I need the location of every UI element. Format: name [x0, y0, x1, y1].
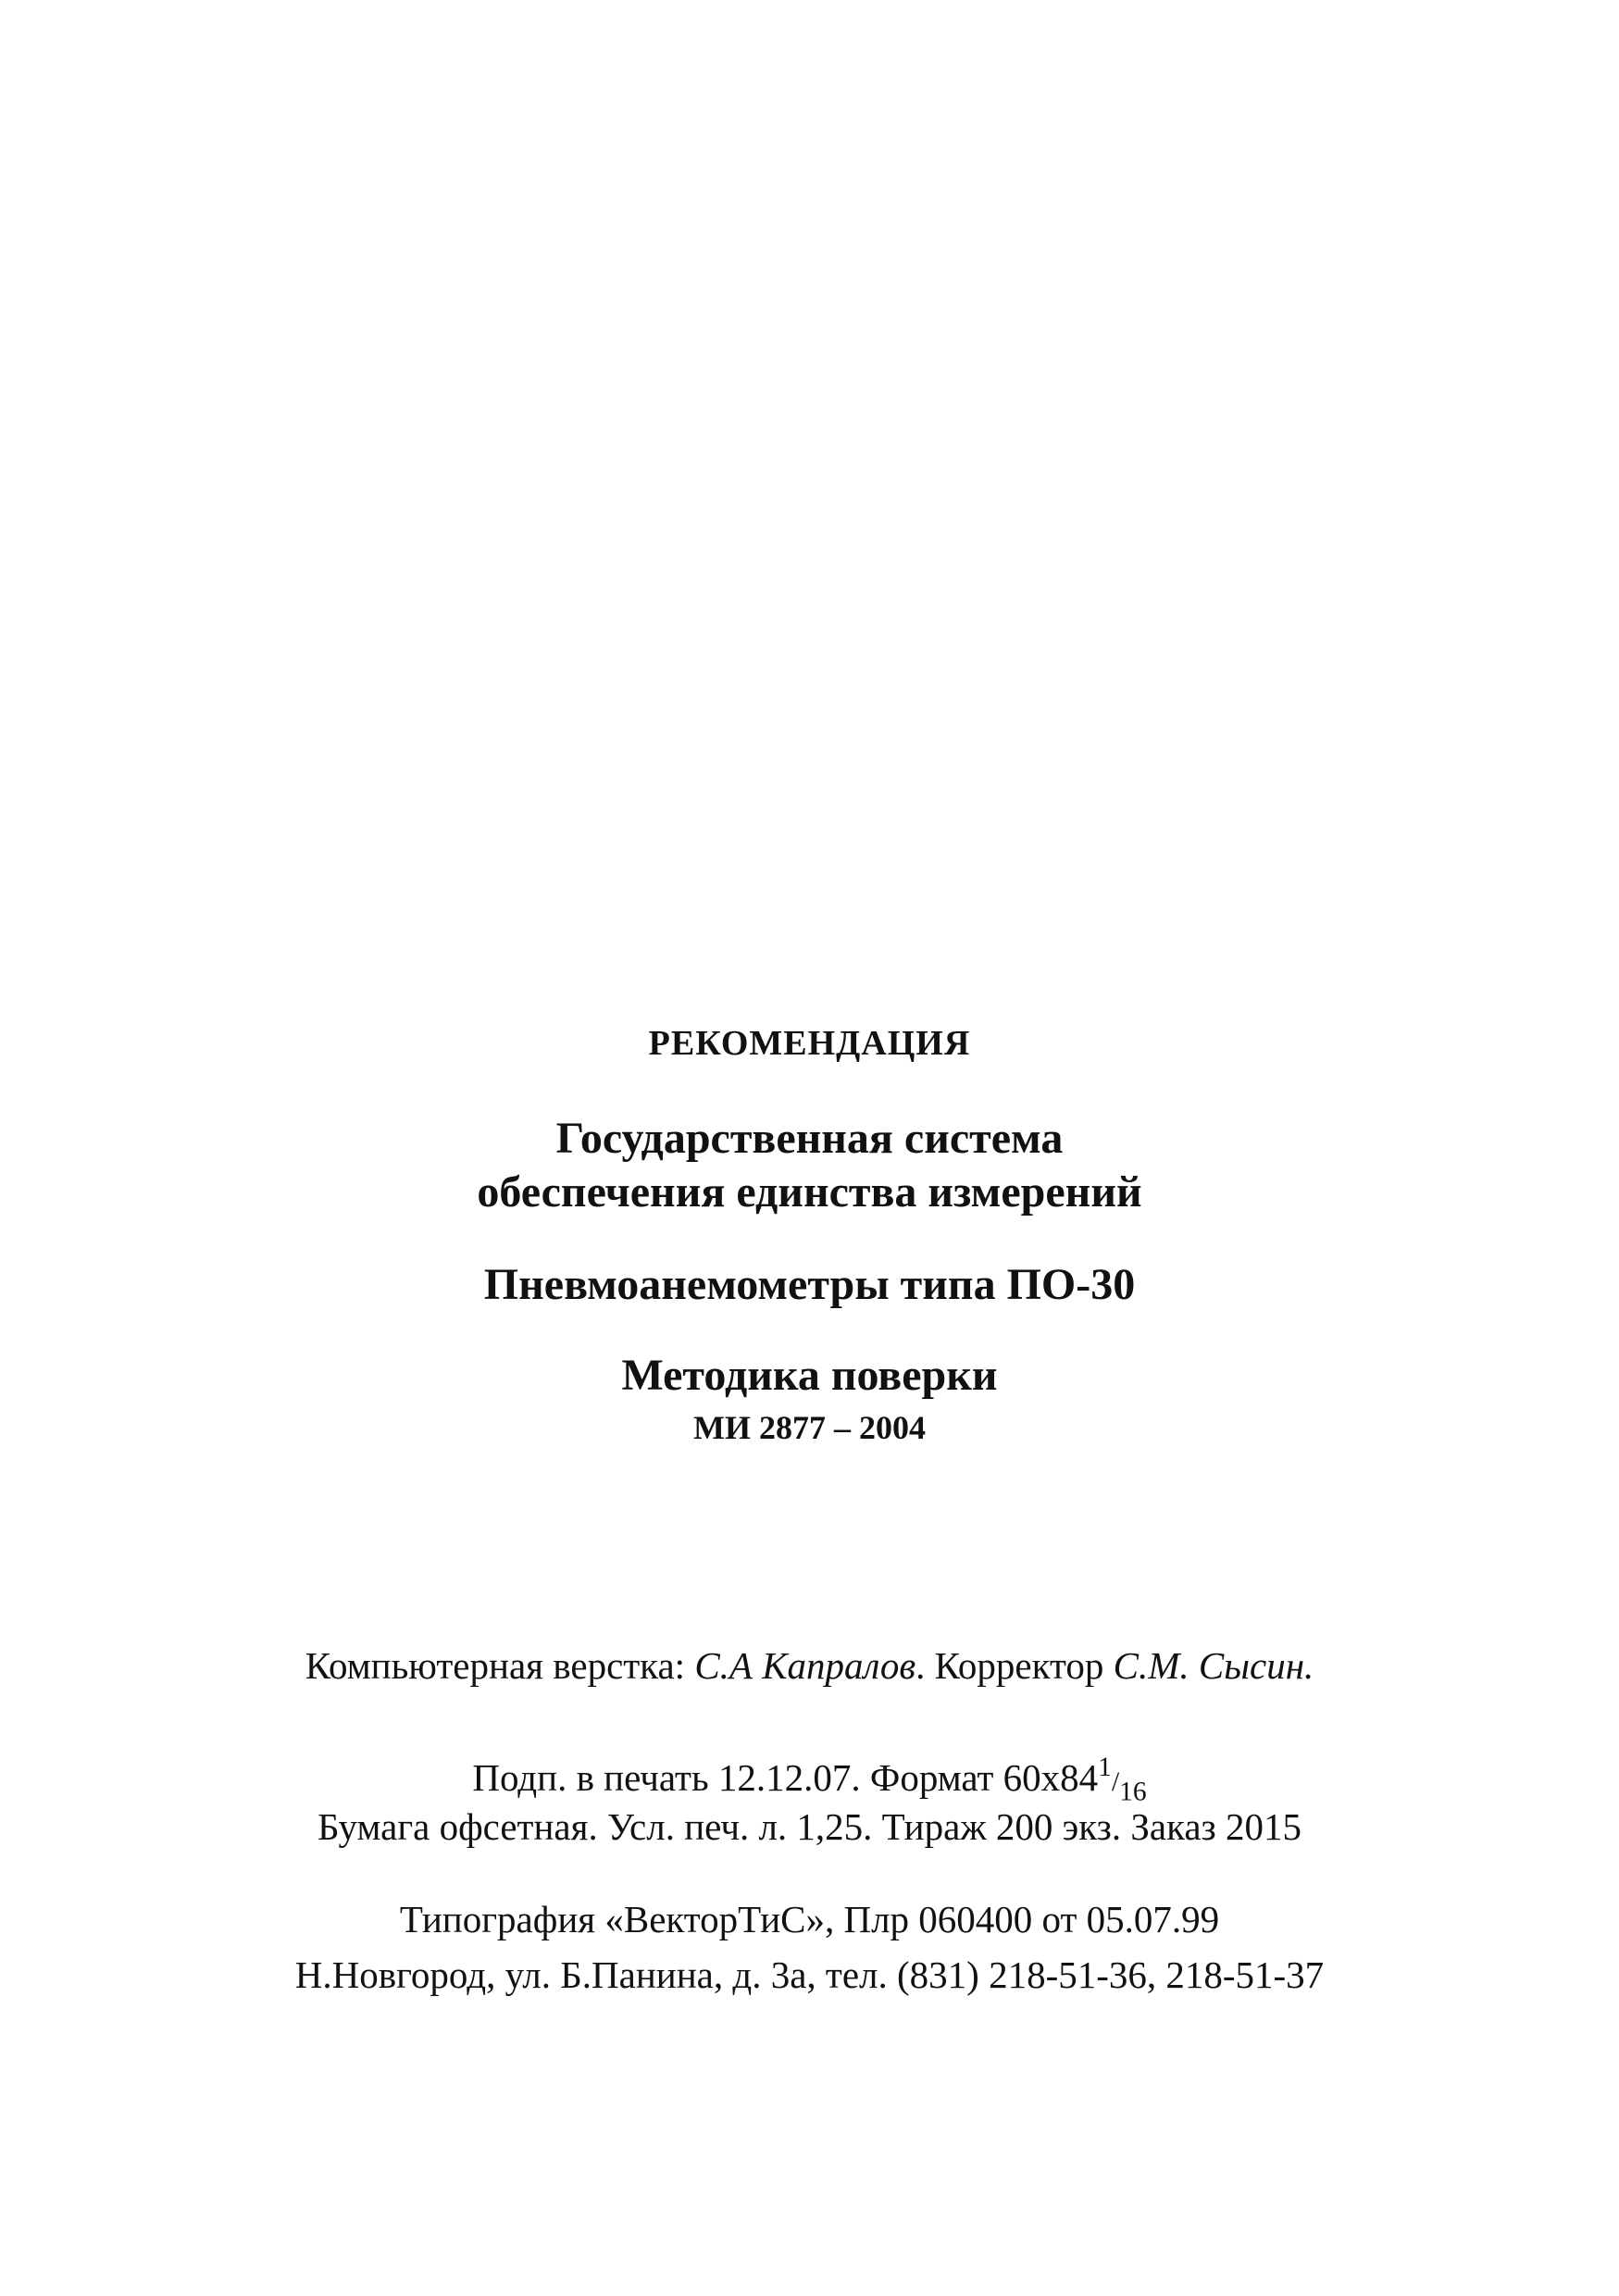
- format-numerator: 1: [1098, 1753, 1112, 1782]
- layout-label: Компьютерная верстка:: [305, 1644, 695, 1687]
- method-title: Методика поверки: [621, 1351, 998, 1400]
- print-signed-format: Подп. в печать 12.12.07. Формат 60х84: [472, 1756, 1099, 1800]
- layout-name: С.А Капралов: [694, 1644, 916, 1687]
- format-fraction: [1098, 1753, 1147, 1807]
- credits-line: [0, 1644, 1619, 1687]
- subject-title: Пневмоанемометры типа ПО-30: [483, 1260, 1136, 1309]
- corrector-label: . Корректор: [915, 1644, 1114, 1687]
- print-line-2: Бумага офсетная. Усл. печ. л. 1,25. Тираж 200 экз. Заказ 2015: [317, 1805, 1302, 1848]
- print-line-1: [0, 1754, 1619, 1806]
- corrector-name: С.М. Сысин.: [1113, 1644, 1314, 1687]
- title-line-2: обеспечения единства измерений: [477, 1167, 1142, 1217]
- format-slash: /: [1111, 1767, 1120, 1798]
- document-type: РЕКОМЕНДАЦИЯ: [648, 1024, 971, 1063]
- typography-line-2: Н.Новгород, ул. Б.Панина, д. 3а, тел. (831) 218-51-36, 218-51-37: [294, 1953, 1325, 1996]
- typography-line-1: Типография «ВекторТиС», Плр 060400 от 05.07.99: [399, 1898, 1220, 1940]
- title-line-1: Государственная система: [555, 1114, 1064, 1163]
- format-denominator: 16: [1119, 1777, 1147, 1807]
- document-code: МИ 2877 – 2004: [693, 1409, 926, 1446]
